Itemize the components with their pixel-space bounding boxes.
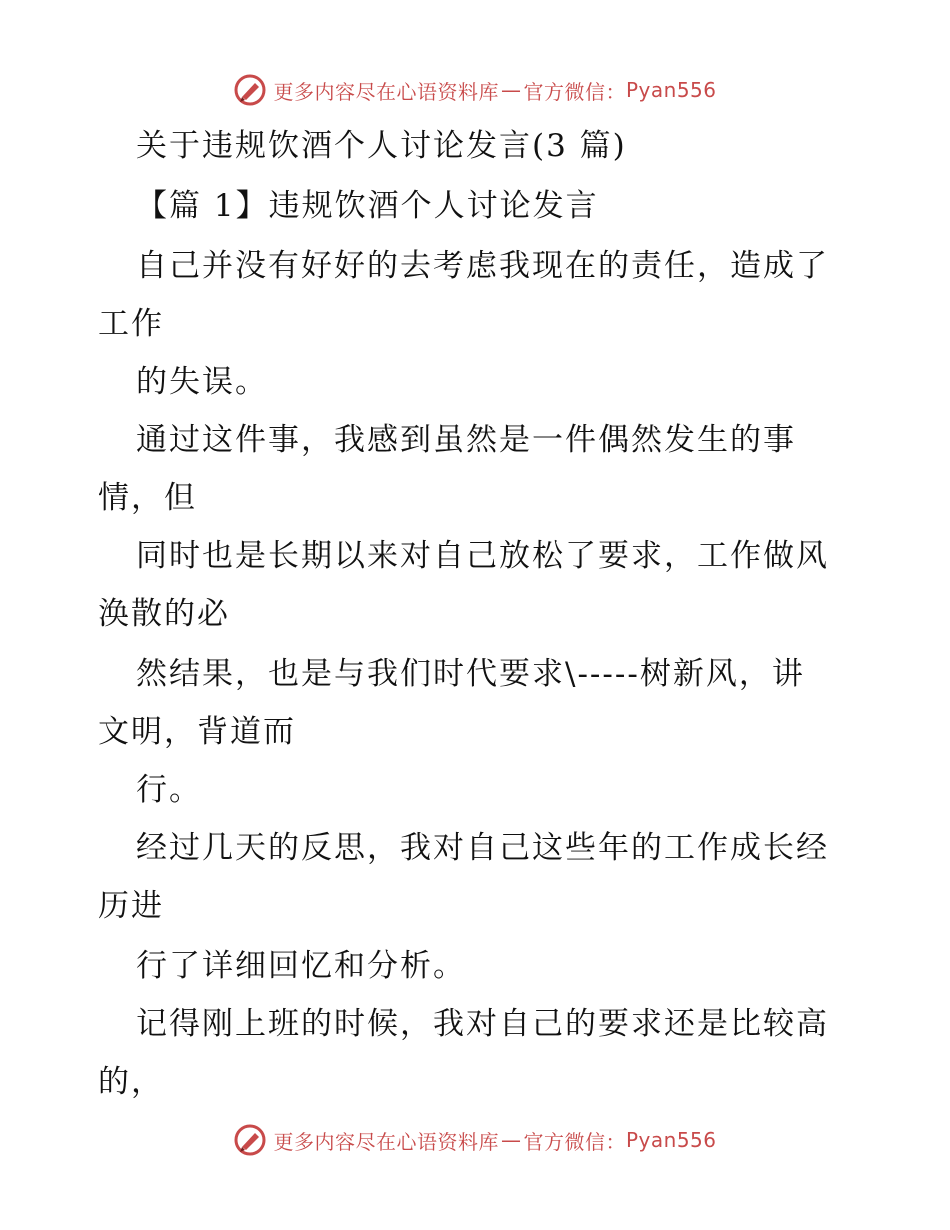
banner-wechat-id: Pyan556 (625, 78, 717, 102)
banner-dash: — (500, 1128, 522, 1152)
paragraph-line: 的， (98, 1064, 164, 1100)
paragraph-line: 通过这件事，我感到虽然是一件偶然发生的事 (136, 422, 796, 458)
paragraph-line: 文明，背道而 (98, 714, 296, 750)
paragraph-line: 行。 (136, 772, 202, 808)
document-title: 关于违规饮酒个人讨论发言(3 篇) (136, 128, 627, 164)
paragraph-line: 经过几天的反思，我对自己这些年的工作成长经 (136, 830, 829, 866)
pen-logo-icon (233, 1123, 267, 1157)
paragraph-line: 情，但 (98, 480, 197, 516)
paragraph-line: 自己并没有好好的去考虑我现在的责任，造成了 (136, 248, 829, 284)
paragraph-line: 涣散的必 (98, 596, 230, 632)
paragraph-line: 工作 (98, 306, 164, 342)
section-heading: 【篇 1】违规饮酒个人讨论发言 (136, 188, 599, 224)
paragraph-line: 然结果，也是与我们时代要求\-----树新风，讲 (136, 656, 805, 692)
paragraph-line: 历进 (98, 888, 164, 924)
header-watermark-banner (0, 70, 950, 110)
banner-wechat-id: Pyan556 (625, 1128, 717, 1152)
banner-wechat-label: 官方微信： (523, 1129, 626, 1154)
banner-wechat-label: 官方微信： (523, 79, 626, 104)
banner-text: 更多内容尽在心语资料库 (273, 79, 499, 104)
paragraph-line: 行了详细回忆和分析。 (136, 948, 466, 984)
footer-watermark-banner (0, 1120, 950, 1160)
paragraph-line: 记得刚上班的时候，我对自己的要求还是比较高 (136, 1006, 829, 1042)
banner-text: 更多内容尽在心语资料库 (273, 1129, 499, 1154)
paragraph-line: 的失误。 (136, 364, 268, 400)
pen-logo-icon (233, 73, 267, 107)
paragraph-line: 同时也是长期以来对自己放松了要求，工作做风 (136, 538, 829, 574)
banner-dash: — (500, 78, 522, 102)
